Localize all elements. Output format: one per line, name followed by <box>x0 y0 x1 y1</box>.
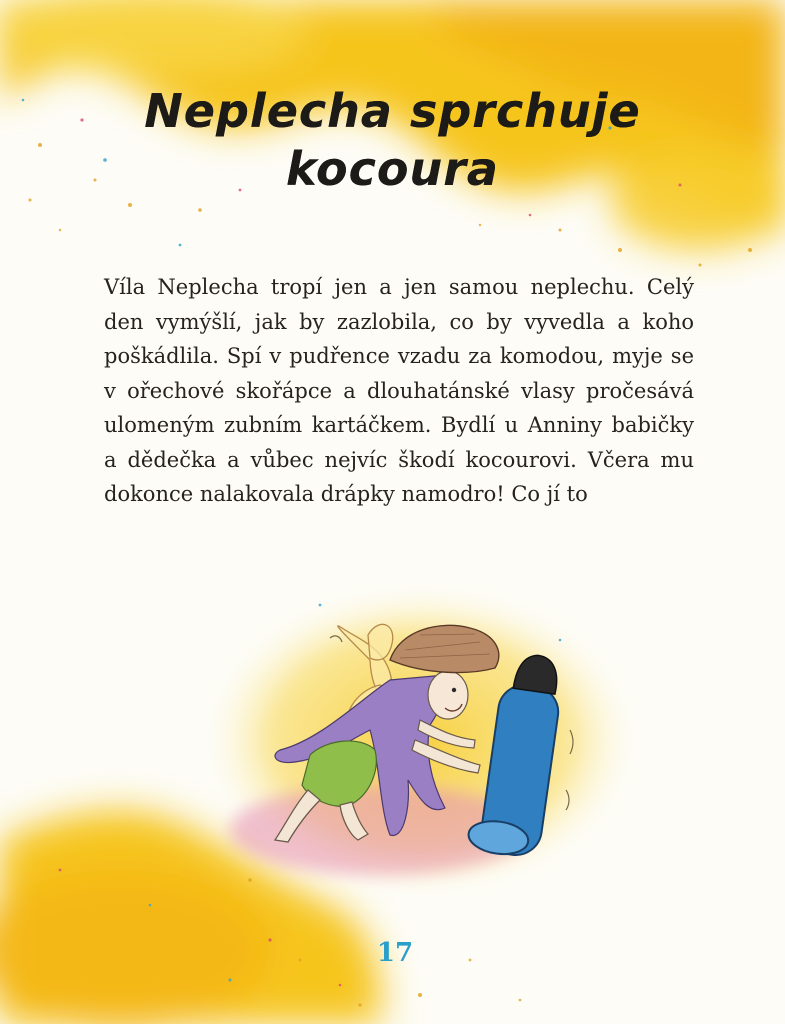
fairy-pushing-nail-polish-illustration <box>240 590 580 890</box>
page-number: 17 <box>376 938 414 968</box>
chapter-title-line-2: kocoura <box>286 142 499 196</box>
story-paragraph: Víla Neplecha tropí jen a jen samou neplechu. Celý den vymýšlí, jak by zazlobila, co by vyvedla a koho poškádlila. Spí v pudřence vzadu za komodou, myje se v ořechové skořápce a dlouhatánské vlasy pročesává ulomeným zubním kartáčkem. Bydlí u Anniny babičky a dědečka a vůbec nejvíc škodí kocourovi. Včera mu dokonce nalakovala drápky namodro! Co jí to <box>104 275 694 506</box>
acorn-cap-hat <box>390 625 499 672</box>
chapter-title-line-1: Neplecha sprchuje <box>144 84 641 138</box>
nail-polish-bottle <box>466 653 561 859</box>
fairy-face <box>428 671 468 719</box>
